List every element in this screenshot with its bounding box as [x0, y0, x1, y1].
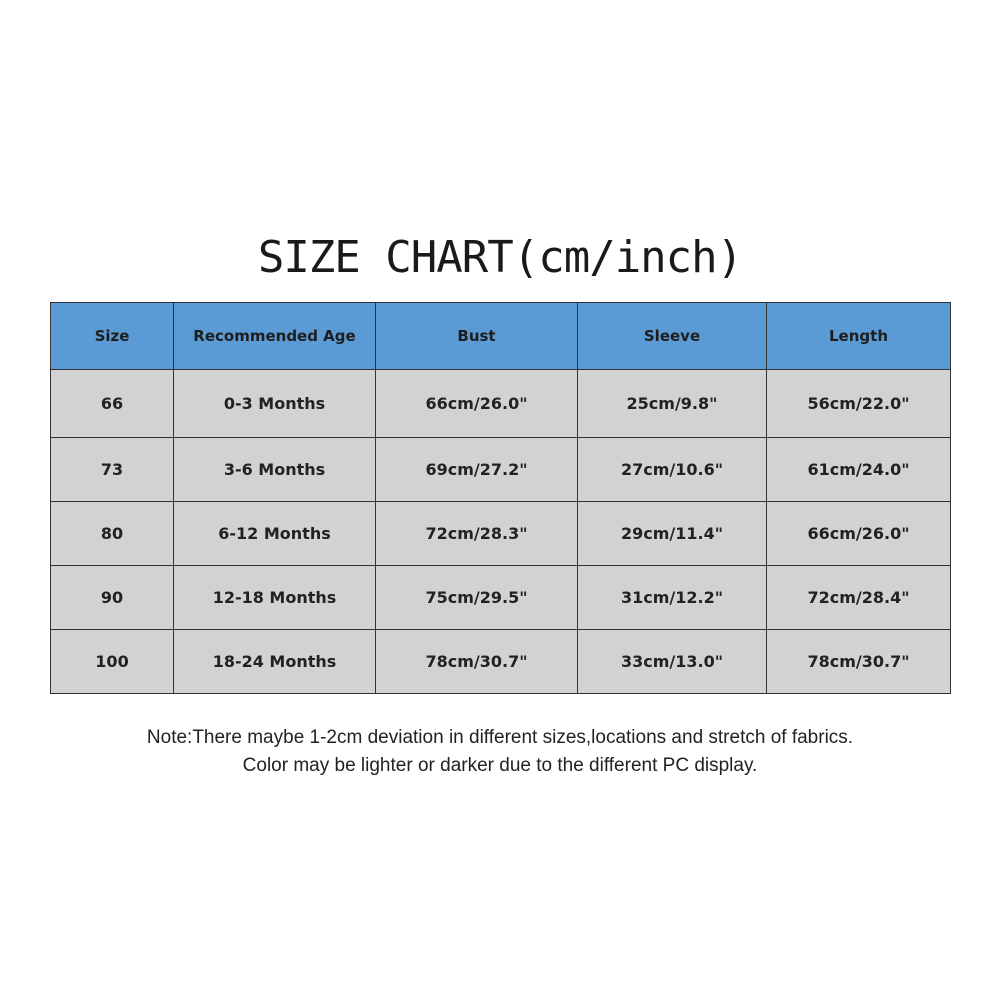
cell-size: 90 [51, 566, 174, 630]
cell-age: 18-24 Months [174, 630, 376, 694]
header-recommended-age: Recommended Age [174, 303, 376, 370]
cell-length: 56cm/22.0" [767, 370, 951, 438]
cell-bust: 78cm/30.7" [376, 630, 578, 694]
table-row [51, 438, 951, 502]
cell-length: 72cm/28.4" [767, 566, 951, 630]
cell-size: 73 [51, 438, 174, 502]
note-line-1: Note:There maybe 1-2cm deviation in different sizes,locations and stretch of fabrics. [146, 727, 854, 748]
cell-age: 0-3 Months [174, 370, 376, 438]
table-row [51, 502, 951, 566]
cell-bust: 75cm/29.5" [376, 566, 578, 630]
note-text [0, 724, 1000, 780]
header-length: Length [767, 303, 951, 370]
cell-age: 12-18 Months [174, 566, 376, 630]
cell-length: 61cm/24.0" [767, 438, 951, 502]
cell-length: 78cm/30.7" [767, 630, 951, 694]
header-size: Size [51, 303, 174, 370]
cell-sleeve: 31cm/12.2" [578, 566, 767, 630]
header-bust: Bust [376, 303, 578, 370]
page-title: SIZE CHART(cm/inch) [257, 232, 743, 283]
cell-size: 100 [51, 630, 174, 694]
cell-sleeve: 29cm/11.4" [578, 502, 767, 566]
cell-sleeve: 33cm/13.0" [578, 630, 767, 694]
cell-age: 3-6 Months [174, 438, 376, 502]
table-row [51, 566, 951, 630]
cell-size: 80 [51, 502, 174, 566]
table-header-row [51, 303, 951, 370]
note-line-2: Color may be lighter or darker due to the different PC display. [242, 755, 758, 776]
cell-bust: 72cm/28.3" [376, 502, 578, 566]
cell-sleeve: 27cm/10.6" [578, 438, 767, 502]
cell-bust: 69cm/27.2" [376, 438, 578, 502]
cell-age: 6-12 Months [174, 502, 376, 566]
table-row [51, 630, 951, 694]
cell-length: 66cm/26.0" [767, 502, 951, 566]
header-sleeve: Sleeve [578, 303, 767, 370]
cell-sleeve: 25cm/9.8" [578, 370, 767, 438]
size-table [50, 302, 951, 694]
table-row [51, 370, 951, 438]
cell-bust: 66cm/26.0" [376, 370, 578, 438]
cell-size: 66 [51, 370, 174, 438]
